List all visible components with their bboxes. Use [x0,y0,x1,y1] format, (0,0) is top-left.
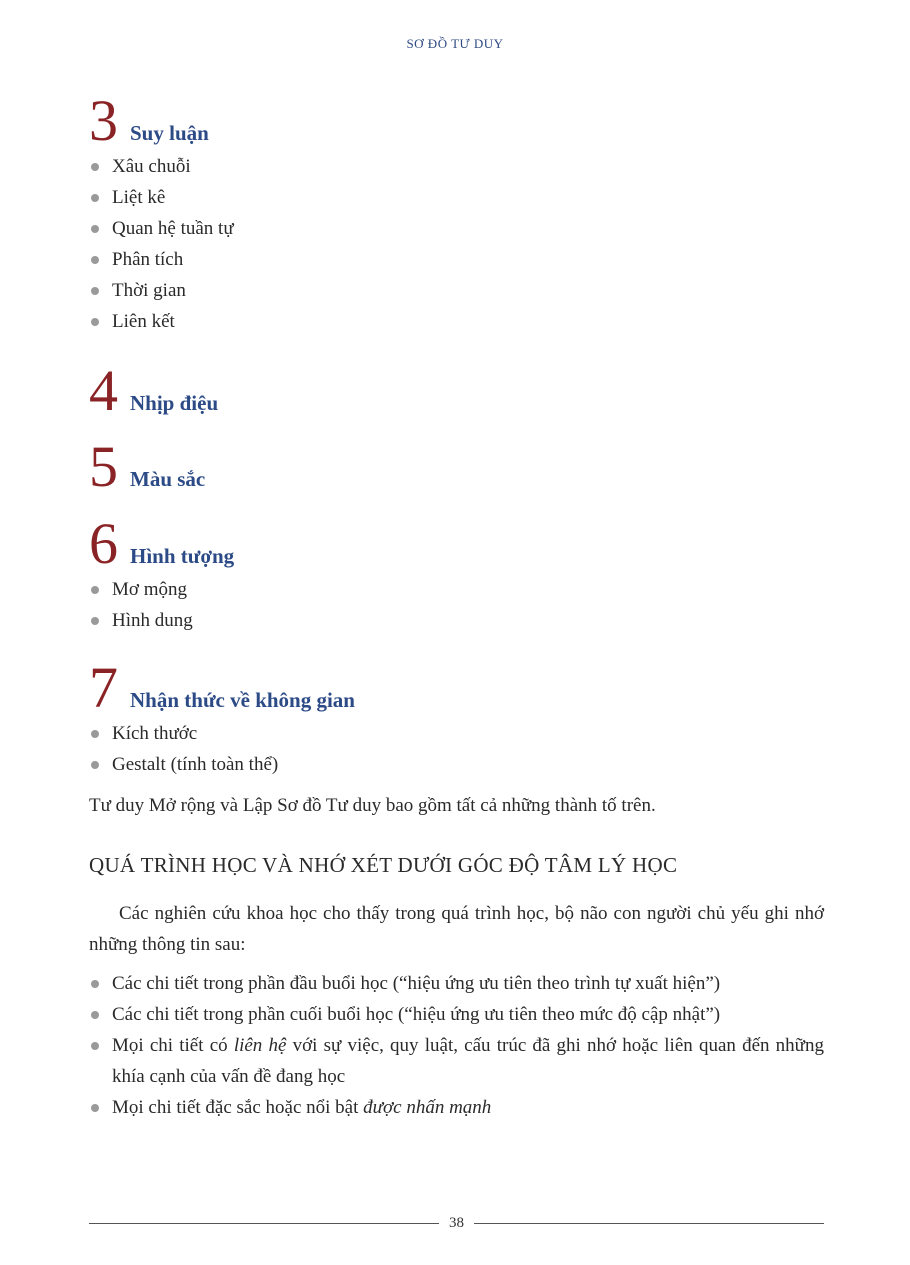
emphasis: được nhấn mạnh [363,1097,492,1118]
section-7 [89,655,355,780]
bullet-icon [91,1104,99,1112]
section-5 [89,434,206,499]
section-number: 3 [89,88,118,153]
footer-rule-right [474,1223,824,1224]
section-title: Nhận thức về không gian [130,688,355,712]
list-item: Kích thước [89,718,355,749]
list-item: Mọi chi tiết có liên hệ với sự việc, quy luật, cấu trúc đã ghi nhớ hoặc liên quan đến những khía cạnh của vấn đề đang học [89,1030,824,1092]
list-item: Mọi chi tiết đặc sắc hoặc nổi bật được nhấn mạnh [89,1092,824,1123]
bullet-icon [91,225,99,233]
list-item: Quan hệ tuần tự [89,213,234,244]
bullet-icon [91,1011,99,1019]
bullet-icon [91,980,99,988]
section-4 [89,358,219,423]
section-number: 4 [89,358,118,423]
list-item: Phân tích [89,244,234,275]
bullet-icon [91,586,99,594]
list-item: Liên kết [89,306,234,337]
bullet-icon [91,730,99,738]
summary-paragraph: Tư duy Mở rộng và Lập Sơ đồ Tư duy bao gồm tất cả những thành tố trên. [89,795,656,816]
bullet-icon [91,761,99,769]
list-item: Các chi tiết trong phần đầu buổi học (“hiệu ứng ưu tiên theo trình tự xuất hiện”) [89,968,824,999]
list-item: Mơ mộng [89,574,234,605]
list-item: Các chi tiết trong phần cuối buổi học (“hiệu ứng ưu tiên theo mức độ cập nhật”) [89,999,824,1030]
intro-paragraph: Các nghiên cứu khoa học cho thấy trong quá trình học, bộ não con người chủ yếu ghi nhớ những thông tin sau: [89,903,824,955]
list-item: Xâu chuỗi [89,151,234,182]
section-3 [89,88,234,337]
page-number: 38 [449,1214,464,1231]
bullet-icon [91,287,99,295]
section-title: Nhịp điệu [130,391,219,415]
list-item: Thời gian [89,275,234,306]
emphasis: liên hệ [233,1035,287,1056]
list-item: Liệt kê [89,182,234,213]
section-number: 5 [89,434,118,499]
section-number: 7 [89,655,118,720]
list-item: Hình dung [89,605,234,636]
section-title: Suy luận [130,121,209,145]
bullet-icon [91,1042,99,1050]
bullet-icon [91,163,99,171]
memory-points-list [89,968,824,1123]
section-6 [89,511,235,636]
running-head: SƠ ĐỒ TƯ DUY [406,36,504,51]
bullet-icon [91,256,99,264]
section-title: Màu sắc [130,467,206,491]
bullet-icon [91,194,99,202]
subheading: QUÁ TRÌNH HỌC VÀ NHỚ XÉT DƯỚI GÓC ĐỘ TÂM LÝ HỌC [89,853,678,877]
bullet-icon [91,617,99,625]
list-item: Gestalt (tính toàn thể) [89,749,355,780]
footer-rule-left [89,1223,439,1224]
section-title: Hình tượng [130,544,235,568]
bullet-icon [91,318,99,326]
section-number: 6 [89,511,118,576]
page-footer [89,1211,824,1235]
